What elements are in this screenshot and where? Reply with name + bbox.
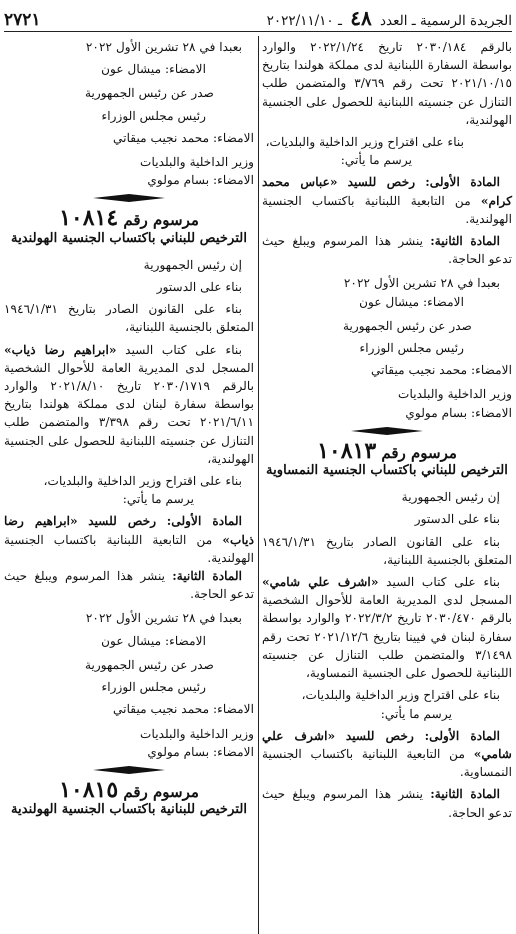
article-text: ينشر هذا المرسوم ويبلغ حيث تدعو الحاجة. [4, 569, 254, 602]
person-name: «ابراهيم رضا ذياب» [4, 514, 254, 547]
signature-line: الامضاء: بسام مولوي [147, 173, 254, 188]
signature-line: وزير الداخلية والبلديات [140, 726, 254, 741]
ornament-divider [351, 426, 423, 436]
decree-number: ١٠٨١٣ [317, 437, 377, 464]
decree-number: ١٠٨١٥ [59, 776, 119, 803]
paragraph: بناء على القانون الصادر بتاريخ ١٩٤٦/١/٣١ المتعلق بالجنسية اللبنانية، [4, 302, 254, 335]
article-1 [262, 727, 512, 782]
text-lead: بناء على كتاب السيد [125, 342, 242, 357]
signature-line: رئيس مجلس الوزراء [359, 341, 464, 356]
signature-line: الامضاء: ميشال عون [101, 62, 206, 77]
paragraph [4, 341, 254, 468]
issue-date: ـ ٢٠٢٢/١١/١٠ [266, 13, 342, 29]
decree-title: الترخيص للبناني باكتساب الجنسية النمساوية [266, 463, 508, 479]
paragraph: بناء على الدستور [414, 512, 500, 527]
signature-place-date: بعبدا في ٢٨ تشرين الأول ٢٠٢٢ [343, 276, 500, 291]
signature-line: وزير الداخلية والبلديات [140, 155, 254, 170]
signature-line: صدر عن رئيس الجمهورية [84, 86, 214, 101]
signature-line: رئيس مجلس الوزراء [101, 680, 206, 695]
journal-title [267, 6, 512, 30]
paragraph: بناء على القانون الصادر بتاريخ ١٩٤٦/١/٣١ المتعلق بالجنسية اللبنانية، [262, 534, 512, 567]
article-label: المادة الثانية: [172, 569, 243, 584]
text-rest: المسجل لدى المديرية العامة للأحوال الشخصية بالرقم ٢٠٣٠/٤٧٠ تاريخ ٢٠٢٢/٣/٢ والوارد بواسطة سفارة لبنان في فيينا بتاريخ ٢٠٢١/١٢/٦ تحت رقم ٣/١٤٩٨ والمتضمن طلب التنازل عن جنسيته اللبنانية للحصول على الجنسية النمساوية، [262, 593, 513, 681]
person-name: «اشرف علي شامي» [262, 575, 379, 590]
article-label: المادة الأولى: [166, 514, 242, 529]
article-lead: رخص للسيد [88, 514, 157, 529]
article-1 [4, 512, 254, 567]
text-lead: بناء على كتاب السيد [386, 575, 500, 590]
article-label: المادة الأولى: [425, 175, 501, 190]
signature-place-date: بعبدا في ٢٨ تشرين الأول ٢٠٢٢ [85, 611, 242, 626]
signature-line: الامضاء: بسام مولوي [147, 744, 254, 759]
signature-line: الامضاء: محمد نجيب ميقاتي [113, 130, 254, 145]
article-text: ينشر هذا المرسوم ويبلغ حيث تدعو الحاجة. [262, 234, 512, 267]
ornament-divider [93, 765, 165, 775]
article-text: من التابعية اللبنانية باكتساب الجنسية الهولندية. [262, 193, 512, 226]
decree-label: مرسوم رقم [123, 782, 199, 801]
article-lead: رخص للسيد [345, 728, 414, 743]
article-label: المادة الثانية: [430, 787, 501, 802]
decree-heading [262, 437, 512, 464]
decree-title: الترخيص للبنانية باكتساب الجنسية الهولندية [10, 802, 248, 818]
decree-number: ١٠٨١٤ [59, 205, 119, 232]
column-divider [258, 36, 259, 934]
paragraph: بناء على اقتراح وزير الداخلية والبلديات، [265, 135, 464, 150]
paragraph: يرسم ما يأتي: [380, 706, 452, 721]
signature-line: صدر عن رئيس الجمهورية [342, 318, 472, 333]
paragraph: يرسم ما يأتي: [340, 153, 412, 168]
signature-line: رئيس مجلس الوزراء [101, 108, 206, 123]
signature-line: الامضاء: محمد نجيب ميقاتي [371, 363, 512, 378]
issue-number: ٤٨ [350, 6, 372, 30]
signature-line: الامضاء: بسام مولوي [405, 405, 512, 420]
article-label: المادة الأولى: [424, 728, 500, 743]
journal-name: الجريدة الرسمية ـ العدد [380, 13, 512, 29]
decree-heading [4, 776, 254, 803]
signature-line: الامضاء: ميشال عون [359, 294, 464, 309]
paragraph: إن رئيس الجمهورية [401, 490, 500, 505]
signature-line: الامضاء: ميشال عون [101, 633, 206, 648]
paragraph: بناء على اقتراح وزير الداخلية والبلديات، [43, 474, 242, 489]
article-1 [262, 173, 512, 228]
ornament-divider [93, 193, 165, 203]
person-name: «عباس محمد كرام» [262, 175, 512, 208]
signature-line: صدر عن رئيس الجمهورية [84, 657, 214, 672]
article-text: من التابعية اللبنانية باكتساب الجنسية النمساوية. [262, 746, 512, 780]
decree-label: مرسوم رقم [123, 211, 199, 230]
header-divider [4, 31, 512, 32]
paragraph: يرسم ما يأتي: [122, 492, 194, 507]
text-rest: المسجل لدى المديرية العامة للأحوال الشخصية بالرقم ٢٠٣٠/١٧١٩ تاريخ ٢٠٢١/٨/١٠ والوارد بواسطة سفارة لبنان لدى مملكة هولندا بتاريخ ٢٠٢١/٦/١١ تحت رقم ٣/٣٩٨ والمتضمن طلب التنازل عن جنسيته اللبنانية للحصول على الجنسية الهولندية، [4, 360, 254, 466]
person-name: «اشرف علي شامي» [262, 728, 512, 761]
paragraph: إن رئيس الجمهورية [143, 257, 242, 272]
decree-label: مرسوم رقم [381, 443, 457, 462]
article-2 [262, 232, 512, 268]
article-2 [262, 785, 512, 821]
article-text: ينشر هذا المرسوم ويبلغ حيث تدعو الحاجة. [262, 787, 512, 820]
left-column [4, 38, 254, 827]
article-2 [4, 567, 254, 603]
article-label: المادة الثانية: [430, 234, 501, 249]
paragraph [262, 573, 512, 682]
page-header [4, 6, 512, 28]
paragraph: بناء على اقتراح وزير الداخلية والبلديات، [301, 688, 500, 703]
signature-place-date: بعبدا في ٢٨ تشرين الأول ٢٠٢٢ [85, 40, 242, 54]
page-number: ٢٧٢١ [4, 10, 41, 30]
right-column [262, 38, 512, 822]
signature-line: الامضاء: محمد نجيب ميقاتي [113, 702, 254, 717]
paragraph: بالرقم ٢٠٣٠/١٨٤ تاريخ ٢٠٢٢/١/٢٤ والوارد بواسطة السفارة اللبنانية لدى مملكة هولندا بتاريخ ٢٠٢١/١٠/١٥ تحت رقم ٣/٧٦٩ والمتضمن طلب التنازل عن جنسيته اللبنانية للحصول على الجنسية الهولندية، [262, 40, 513, 127]
decree-title: الترخيص للبناني باكتساب الجنسية الهولندية [11, 230, 247, 246]
article-text: من التابعية اللبنانية باكتساب الجنسية الهولندية. [4, 532, 254, 565]
person-name: «ابراهيم رضا ذياب» [4, 342, 117, 357]
paragraph: بناء على الدستور [156, 280, 242, 295]
decree-heading [4, 205, 254, 232]
signature-line: وزير الداخلية والبلديات [398, 387, 512, 402]
article-lead: رخص للسيد [347, 175, 416, 190]
